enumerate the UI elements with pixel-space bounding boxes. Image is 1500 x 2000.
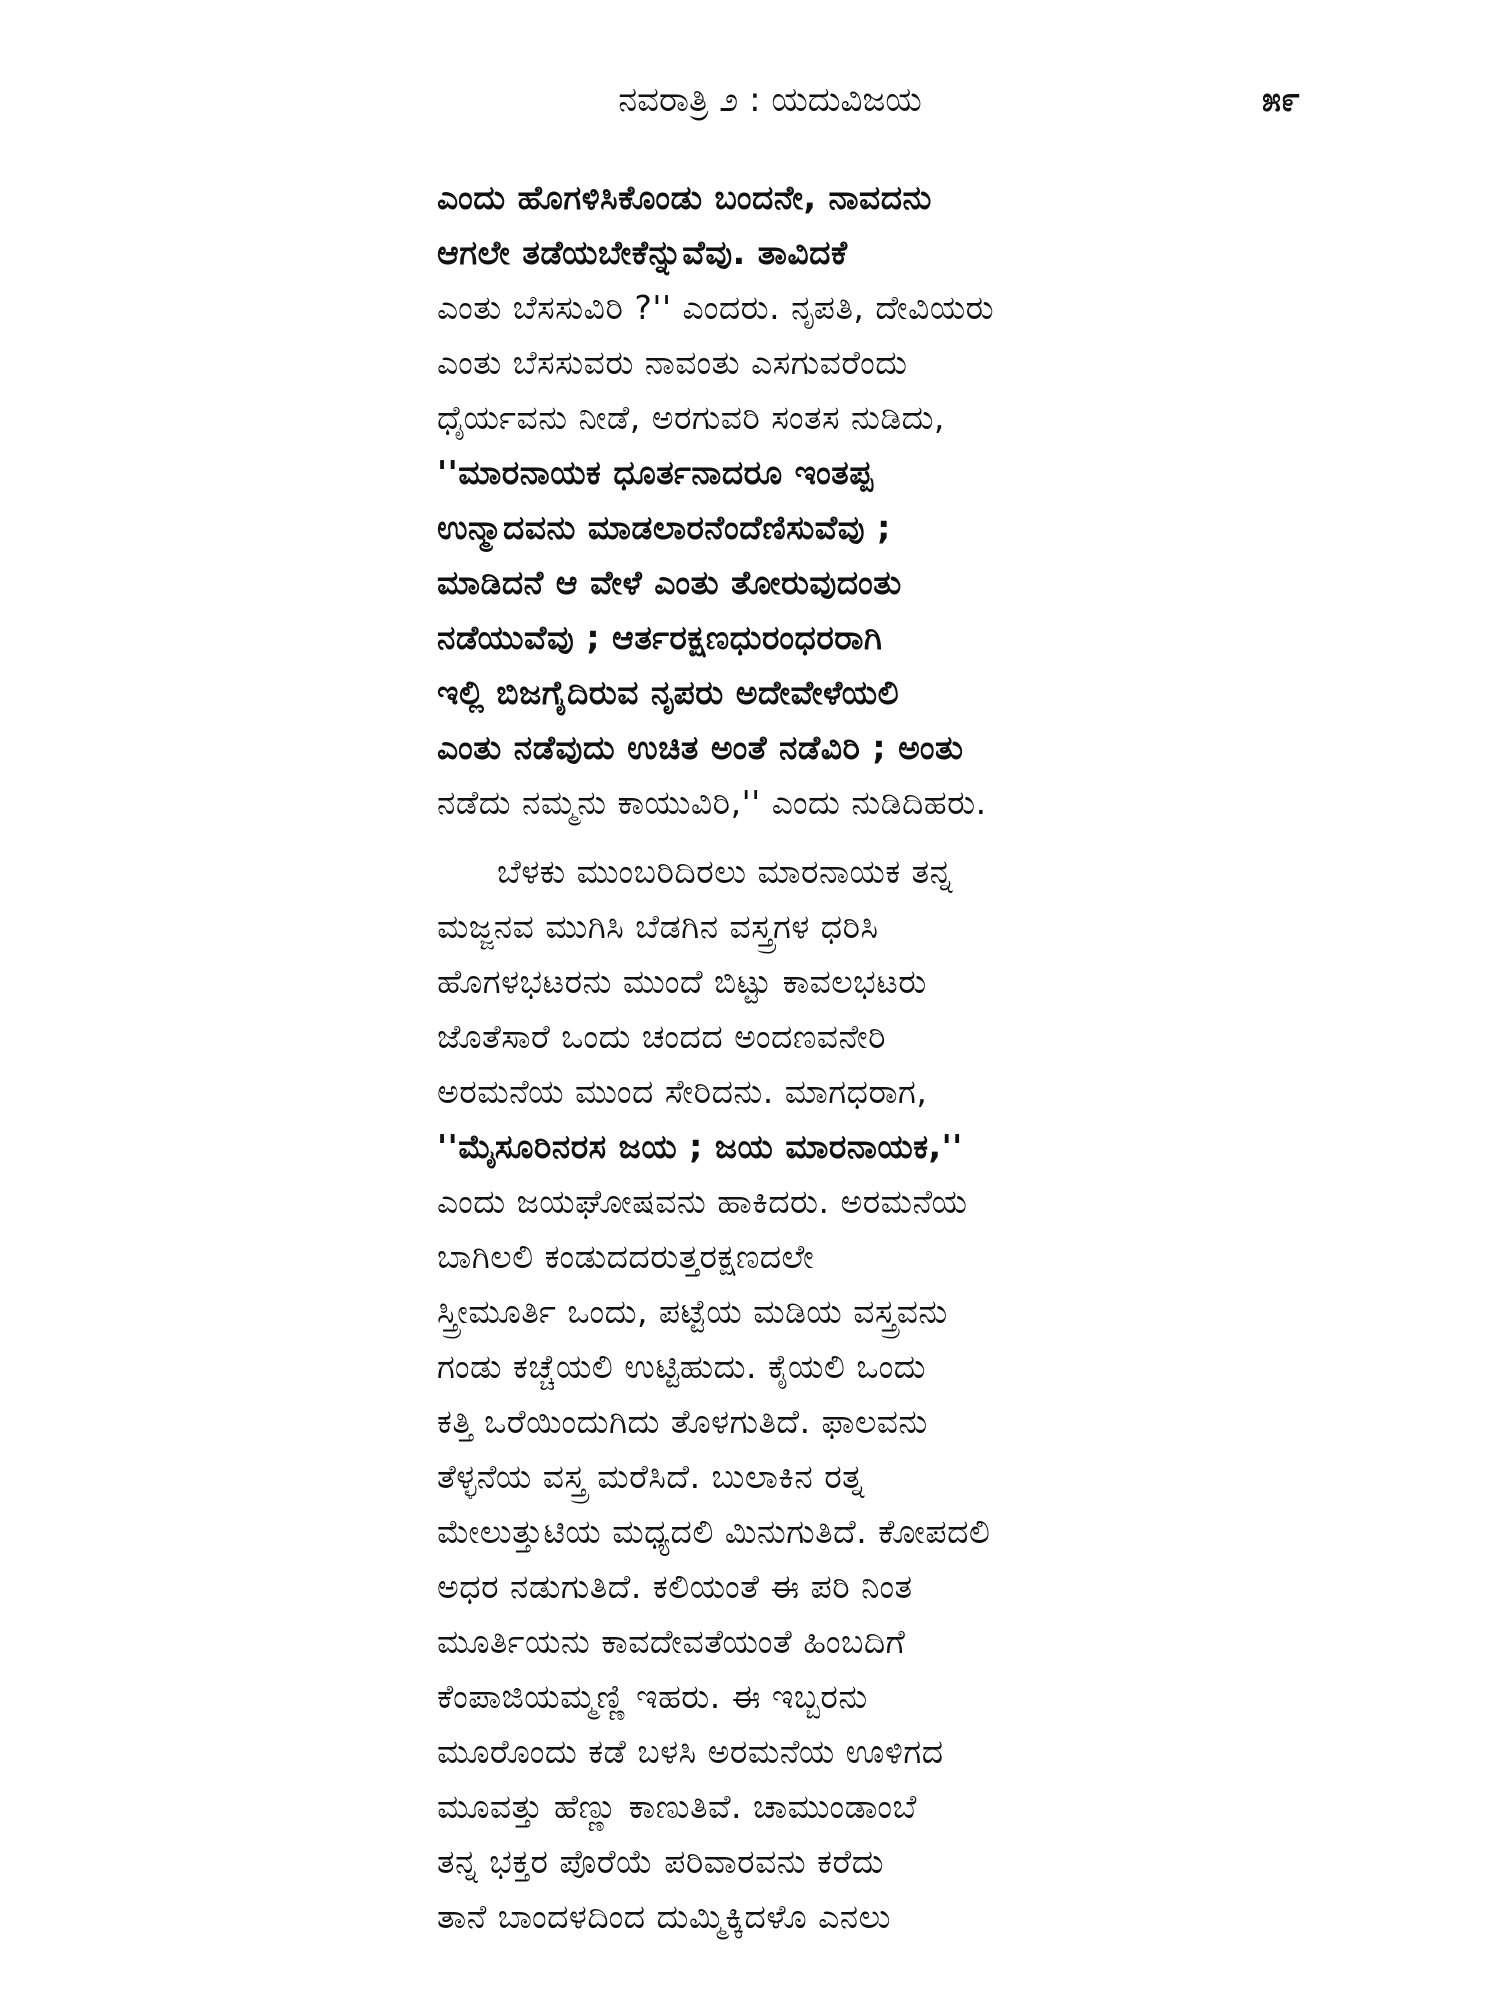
text-line: ಎಂತು ಬೆಸಸುವಿರಿ ?'' ಎಂದರು. ನೃಪತಿ, ದೇವಿಯರು <box>437 288 995 327</box>
paragraph-1 <box>437 170 1197 830</box>
text-line: ಎಂದು ಜಯಘೋಷವನು ಹಾಕಿದರು. ಅರಮನೆಯ <box>437 1182 968 1221</box>
text-line: ನಡೆಯುವೆವು ; ಆರ್ತರಕ್ಷಣಧುರಂಧರರಾಗಿ <box>437 618 883 657</box>
text-line: ಮಜ್ಜನವ ಮುಗಿಸಿ ಬೆಡಗಿನ ವಸ್ತ್ರಗಳ ಧರಿಸಿ <box>437 907 879 946</box>
text-line: ಗಂಡು ಕಚ್ಚೆಯಲಿ ಉಟ್ಟಿಹುದು. ಕೈಯಲಿ ಒಂದು <box>437 1347 927 1386</box>
text-line: ಹೊಗಳಭಟರನು ಮುಂದೆ ಬಿಟ್ಟು ಕಾವಲಭಟರು <box>437 962 927 1001</box>
text-line: ಆಗಲೇ ತಡೆಯಬೇಕೆನ್ನುವೆವು. ತಾವಿದಕೆ <box>437 233 848 272</box>
text-line: ಧೈರ್ಯವನು ನೀಡೆ, ಅರಗುವರಿ ಸಂತಸ ನುಡಿದು, <box>437 398 945 437</box>
body-text <box>437 170 1197 1944</box>
text-line: ಮೂವತ್ತು ಹೆಣ್ಣು ಕಾಣುತಿವೆ. ಚಾಮುಂಡಾಂಬೆ <box>437 1787 917 1826</box>
text-line: ತೆಳ್ಳನೆಯ ವಸ್ತ್ರ ಮರೆಸಿದೆ. ಬುಲಾಕಿನ ರತ್ನ <box>437 1457 865 1496</box>
text-line: ಕತ್ತಿ ಒರೆಯಿಂದುಗಿದು ತೊಳಗುತಿದೆ. ಫಾಲವನು <box>437 1402 928 1441</box>
text-line: ಎಂತು ನಡೆವುದು ಉಚಿತ ಅಂತೆ ನಡೆವಿರಿ ; ಅಂತು <box>437 728 964 767</box>
text-line: ''ಮೈಸೂರಿನರಸ ಜಯ ; ಜಯ ಮಾರನಾಯಕ,'' <box>437 1127 963 1166</box>
paragraph-gap <box>437 830 1197 844</box>
running-head: ನವರಾತ್ರಿ ೨ : ಯದುವಿಜಯ <box>618 80 922 120</box>
text-line: ತಾನೆ ಬಾಂದಳದಿಂದ ದುಮ್ಮಿಕ್ಕಿದಳೊ ಎನಲು <box>437 1897 892 1936</box>
page-number: ೫೯ <box>1262 80 1301 120</box>
text-line: ಬಾಗಿಲಲಿ ಕಂಡುದದರುತ್ತರಕ್ಷಣದಲೇ <box>437 1237 815 1276</box>
text-line: ಮೂರೊಂದು ಕಡೆ ಬಳಸಿ ಅರಮನೆಯ ಊಳಿಗದ <box>437 1732 944 1771</box>
paragraph-2 <box>437 844 1197 1944</box>
text-line: ಮಾಡಿದನೆ ಆ ವೇಳೆ ಎಂತು ತೋರುವುದಂತು <box>437 563 902 602</box>
text-line: ಉನ್ಮಾದವನು ಮಾಡಲಾರನೆಂದೆಣಿಸುವೆವು ; <box>437 508 891 547</box>
text-line: ಅರಮನೆಯ ಮುಂದ ಸೇರಿದನು. ಮಾಗಧರಾಗ, <box>437 1072 928 1111</box>
text-line: ಜೊತೆಸಾರೆ ಒಂದು ಚಂದದ ಅಂದಣವನೇರಿ <box>437 1017 887 1056</box>
text-line: ಅಧರ ನಡುಗುತಿದೆ. ಕಲಿಯಂತೆ ಈ ಪರಿ ನಿಂತ <box>437 1567 913 1606</box>
text-line: ಮೇಲುತ್ತುಟಿಯ ಮಧ್ಯದಲಿ ಮಿನುಗುತಿದೆ. ಕೋಪದಲಿ <box>437 1512 991 1551</box>
text-line: ''ಮಾರನಾಯಕ ಧೂರ್ತನಾದರೂ ಇಂತಪ್ಪ <box>437 453 874 492</box>
text-line: ಸ್ತ್ರೀಮೂರ್ತಿ ಒಂದು, ಪಟ್ಟೆಯ ಮಡಿಯ ವಸ್ತ್ರವನು <box>437 1292 948 1331</box>
text-line: ಕೆಂಪಾಜಿಯಮ್ಮಣ್ಣಿ ಇಹರು. ಈ ಇಬ್ಬರನು <box>437 1677 868 1716</box>
text-line: ಇಲ್ಲಿ ಬಿಜಗೈದಿರುವ ನೃಪರು ಅದೇವೇಳೆಯಲಿ <box>437 673 900 712</box>
text-line: ಎಂದು ಹೊಗಳಿಸಿಕೊಂಡು ಬಂದನೇ, ನಾವದನು <box>437 178 932 217</box>
text-line: ಮೂರ್ತಿಯನು ಕಾವದೇವತೆಯಂತೆ ಹಿಂಬದಿಗೆ <box>437 1622 906 1661</box>
text-line: ಎಂತು ಬೆಸಸುವರು ನಾವಂತು ಎಸಗುವರೆಂದು <box>437 343 908 382</box>
text-line: ನಡೆದು ನಮ್ಮನು ಕಾಯುವಿರಿ,'' ಎಂದು ನುಡಿದಿಹರು. <box>437 783 987 822</box>
text-line: ತನ್ನ ಭಕ್ತರ ಪೊರೆಯೆ ಪರಿವಾರವನು ಕರೆದು <box>437 1842 885 1881</box>
text-line: ಬೆಳಕು ಮುಂಬರಿದಿರಲು ಮಾರನಾಯಕ ತನ್ನ <box>497 852 953 891</box>
